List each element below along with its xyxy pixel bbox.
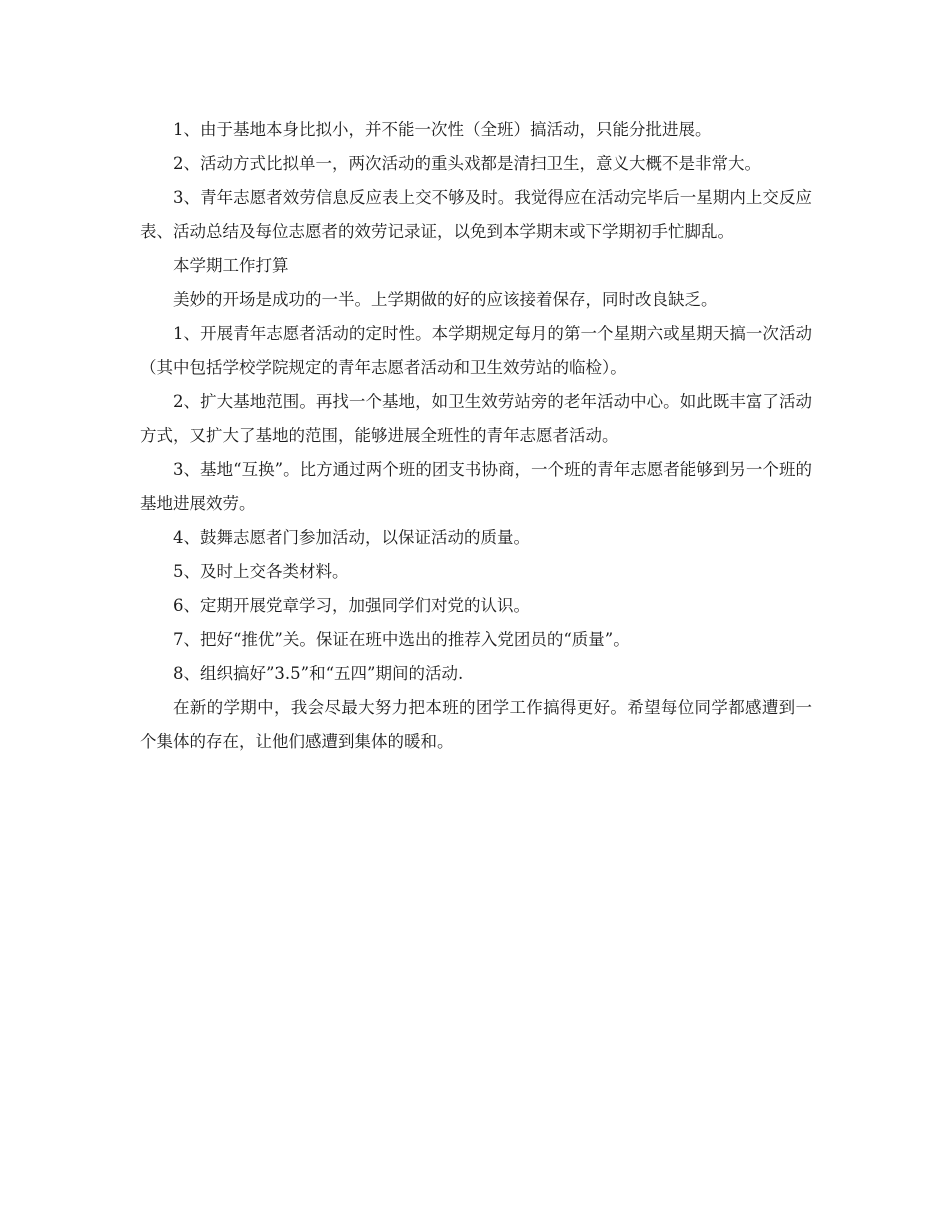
- paragraph-plan-8: 8、组织搞好”3.5”和“五四”期间的活动.: [173, 664, 464, 683]
- paragraph-plan-7: 7、把好“推优”关。保证在班中选出的推荐入党团员的“质量”。: [173, 630, 630, 649]
- paragraph-intro: 美妙的开场是成功的一半。上学期做的好的应该接着保存，同时改良缺乏。: [173, 290, 718, 309]
- paragraph-plan-1: 1、开展青年志愿者活动的定时性。本学期规定每月的第一个星期六或星期天搞一次活动（其中包括学校学院规定的青年志愿者活动和卫生效劳站的临检）。: [140, 324, 812, 377]
- paragraph-plan-2: 2、扩大基地范围。再找一个基地，如卫生效劳站旁的老年活动中心。如此既丰富了活动方式，又扩大了基地的范围，能够进展全班性的青年志愿者活动。: [140, 392, 812, 445]
- paragraph-problem-1: 1、由于基地本身比拟小，并不能一次性（全班）搞活动，只能分批进展。: [173, 120, 712, 139]
- section-heading-plan: 本学期工作打算: [173, 256, 289, 275]
- paragraph-plan-6: 6、定期开展党章学习，加强同学们对党的认识。: [173, 596, 530, 615]
- paragraph-plan-4: 4、鼓舞志愿者门参加活动，以保证活动的质量。: [173, 528, 530, 547]
- paragraph-problem-3: 3、青年志愿者效劳信息反应表上交不够及时。我觉得应在活动完毕后一星期内上交反应表、活动总结及每位志愿者的效劳记录证，以免到本学期末或下学期初手忙脚乱。: [140, 188, 812, 241]
- paragraph-plan-5: 5、及时上交各类材料。: [173, 562, 349, 581]
- paragraph-conclusion: 在新的学期中，我会尽最大努力把本班的团学工作搞得更好。希望每位同学都感遭到一个集体的存在，让他们感遭到集体的暖和。: [140, 698, 812, 751]
- document-body: [140, 113, 812, 759]
- paragraph-problem-2: 2、活动方式比拟单一，两次活动的重头戏都是清扫卫生，意义大概不是非常大。: [173, 154, 761, 173]
- paragraph-plan-3: 3、基地“互换”。比方通过两个班的团支书协商，一个班的青年志愿者能够到另一个班的基地进展效劳。: [140, 460, 812, 513]
